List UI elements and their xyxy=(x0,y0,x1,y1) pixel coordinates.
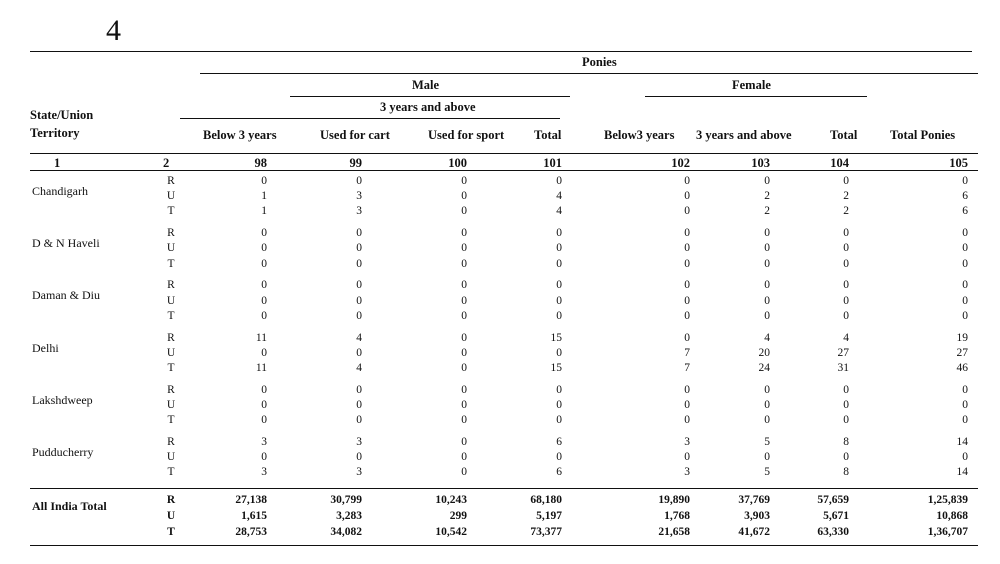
table-cell: 0 xyxy=(962,451,968,464)
table-cell: 0 xyxy=(962,399,968,411)
table-cell: 2 xyxy=(764,190,770,203)
table-cell: 6 xyxy=(556,436,562,448)
male-header: Male xyxy=(412,78,440,92)
table-cell: 5 xyxy=(764,436,770,448)
table-cell: 0 xyxy=(261,414,267,427)
table-cell: 0 xyxy=(261,257,267,270)
table-cell: 0 xyxy=(684,309,690,322)
table-cell: 57,659 xyxy=(817,494,849,506)
table-cell: 0 xyxy=(356,383,362,396)
column-header: Below3 years xyxy=(604,128,675,142)
table-cell: 3,283 xyxy=(336,510,362,522)
table-cell: 0 xyxy=(261,399,267,411)
table-cell: 1,768 xyxy=(664,510,690,522)
table-cell: 19 xyxy=(956,331,968,344)
table-cell: 14 xyxy=(956,436,968,448)
table-cell: 3,903 xyxy=(744,510,770,522)
table-cell: 68,180 xyxy=(530,494,562,506)
table-cell: 0 xyxy=(556,346,562,359)
table-cell: 0 xyxy=(356,346,362,359)
table-cell: 0 xyxy=(356,309,362,322)
table-cell: 0 xyxy=(764,294,770,307)
row-type-label: U xyxy=(166,399,176,411)
table-cell: 0 xyxy=(843,294,849,307)
table-cell: 6 xyxy=(962,190,968,203)
row-type-label: T xyxy=(167,466,175,479)
table-cell: 0 xyxy=(556,175,562,187)
table-cell: 0 xyxy=(556,309,562,322)
table-cell: 0 xyxy=(764,257,770,270)
table-cell: 27,138 xyxy=(235,494,267,506)
table-cell: 0 xyxy=(764,175,770,187)
table-cell: 10,243 xyxy=(435,494,467,506)
table-cell: 0 xyxy=(764,451,770,464)
row-type-label: R xyxy=(167,331,175,344)
table-cell: 0 xyxy=(764,414,770,427)
table-cell: 0 xyxy=(684,294,690,307)
table-cell: 0 xyxy=(556,399,562,411)
row-type-label: R xyxy=(167,227,175,240)
table-cell: 0 xyxy=(684,242,690,255)
table-cell: 0 xyxy=(556,257,562,270)
table-cell: 3 xyxy=(261,436,267,448)
table-cell: 5,671 xyxy=(823,510,849,522)
row-type-label: R xyxy=(167,436,175,448)
column-number: 99 xyxy=(349,156,362,170)
table-cell: 0 xyxy=(843,227,849,240)
male-sub-header: 3 years and above xyxy=(380,100,476,114)
table-cell: 299 xyxy=(449,510,467,522)
table-cell: 0 xyxy=(461,399,467,411)
table-cell: 0 xyxy=(684,205,690,218)
table-cell: 0 xyxy=(356,175,362,187)
page-number: 4 xyxy=(106,14,121,47)
table-cell: 0 xyxy=(843,399,849,411)
row-type-label: T xyxy=(167,362,175,374)
table-cell: 0 xyxy=(461,309,467,322)
table-cell: 0 xyxy=(962,309,968,322)
table-cell: 0 xyxy=(556,294,562,307)
column-header: Total Ponies xyxy=(890,128,956,142)
column-number: 102 xyxy=(671,156,690,170)
state-name: Pudducherry xyxy=(32,445,94,459)
table-cell: 0 xyxy=(684,190,690,203)
row-type-label: R xyxy=(166,494,176,506)
row-type-label: T xyxy=(167,309,175,322)
table-cell: 0 xyxy=(461,346,467,359)
table-cell: 4 xyxy=(843,331,849,344)
table-cell: 0 xyxy=(556,383,562,396)
table-cell: 0 xyxy=(461,190,467,203)
table-cell: 0 xyxy=(461,227,467,240)
state-name: Daman & Diu xyxy=(32,288,100,303)
state-header: State/Union Territory xyxy=(30,108,94,140)
column-header: 3 years and above xyxy=(696,128,792,142)
table-cell: 0 xyxy=(461,242,467,255)
table-cell: 1,25,839 xyxy=(927,494,968,506)
column-number: 101 xyxy=(543,156,562,170)
table-cell: 0 xyxy=(684,383,690,396)
table-cell: 0 xyxy=(843,242,849,255)
table-cell: 0 xyxy=(843,175,849,187)
column-header: Total xyxy=(534,128,562,142)
table-cell: 0 xyxy=(962,383,968,396)
table-cell: 0 xyxy=(556,279,562,292)
table-cell: 7 xyxy=(684,362,690,374)
table-cell: 0 xyxy=(261,383,267,396)
column-header: Below 3 years xyxy=(203,128,277,142)
table-cell: 0 xyxy=(356,242,362,255)
table-cell: 1 xyxy=(261,190,267,203)
table-cell: 0 xyxy=(461,466,467,479)
table-cell: 0 xyxy=(356,279,362,292)
table-cell: 3 xyxy=(356,436,362,448)
table-cell: 24 xyxy=(758,362,770,374)
table-cell: 0 xyxy=(356,257,362,270)
table-cell: 0 xyxy=(764,309,770,322)
table-cell: 8 xyxy=(843,436,849,448)
table-cell: 0 xyxy=(356,451,362,464)
table-cell: 5,197 xyxy=(536,510,562,522)
table-cell: 0 xyxy=(261,279,267,292)
table-cell: 0 xyxy=(962,294,968,307)
table-cell: 4 xyxy=(556,205,562,218)
table-cell: 0 xyxy=(461,294,467,307)
table-cell: 0 xyxy=(764,383,770,396)
column-number: 100 xyxy=(448,156,467,170)
table-cell: 0 xyxy=(556,451,562,464)
table-cell: 2 xyxy=(843,205,849,218)
table-cell: 73,377 xyxy=(530,526,562,538)
table-cell: 3 xyxy=(684,436,690,448)
row-type-label: T xyxy=(167,414,175,427)
column-header: Total xyxy=(830,128,858,142)
row-type-label: U xyxy=(166,242,176,255)
table-cell: 11 xyxy=(255,362,267,374)
table-cell: 15 xyxy=(550,331,562,344)
table-cell: 3 xyxy=(684,466,690,479)
table-cell: 4 xyxy=(556,190,562,203)
table-cell: 2 xyxy=(843,190,849,203)
table-cell: 0 xyxy=(962,175,968,187)
table-cell: 0 xyxy=(356,227,362,240)
table-cell: 0 xyxy=(684,414,690,427)
table-cell: 5 xyxy=(764,466,770,479)
state-name: D & N Haveli xyxy=(32,236,100,251)
table-cell: 0 xyxy=(461,205,467,218)
table-cell: 0 xyxy=(461,257,467,270)
table-cell: 0 xyxy=(962,257,968,270)
table-cell: 8 xyxy=(843,466,849,479)
row-type-label: T xyxy=(167,526,175,538)
table-cell: 0 xyxy=(764,242,770,255)
table-cell: 0 xyxy=(962,414,968,427)
table-cell: 46 xyxy=(956,362,968,374)
table-cell: 0 xyxy=(684,227,690,240)
table-cell: 0 xyxy=(461,383,467,396)
row-type-label: U xyxy=(166,346,176,359)
table-cell: 0 xyxy=(461,279,467,292)
table-cell: 0 xyxy=(684,257,690,270)
table-cell: 10,542 xyxy=(435,526,467,538)
table-cell: 0 xyxy=(764,279,770,292)
table-cell: 3 xyxy=(261,466,267,479)
table-cell: 0 xyxy=(684,451,690,464)
table-cell: 0 xyxy=(261,175,267,187)
table-cell: 0 xyxy=(461,175,467,187)
table-cell: 6 xyxy=(962,205,968,218)
table-cell: 1,615 xyxy=(241,510,267,522)
table-cell: 19,890 xyxy=(658,494,690,506)
table-cell: 0 xyxy=(843,451,849,464)
table-cell: 28,753 xyxy=(235,526,267,538)
table-cell: 0 xyxy=(684,175,690,187)
table-cell: 1,36,707 xyxy=(927,526,968,538)
table-cell: 0 xyxy=(684,279,690,292)
table-cell: 0 xyxy=(843,309,849,322)
table-cell: 2 xyxy=(764,205,770,218)
table-cell: 27 xyxy=(956,346,968,359)
table-cell: 27 xyxy=(837,346,849,359)
column-number: 105 xyxy=(949,156,968,170)
table-cell: 4 xyxy=(764,331,770,344)
table-cell: 0 xyxy=(843,279,849,292)
table-cell: 0 xyxy=(684,331,690,344)
row-type-label: R xyxy=(167,279,175,292)
state-name: Chandigarh xyxy=(32,184,88,198)
column-number: 1 xyxy=(54,156,61,170)
table-cell: 0 xyxy=(461,414,467,427)
table-cell: 7 xyxy=(684,346,690,359)
ponies-header: Ponies xyxy=(582,55,617,69)
table-cell: 0 xyxy=(556,414,562,427)
row-type-label: R xyxy=(167,175,175,187)
table-cell: 0 xyxy=(356,294,362,307)
column-number: 2 xyxy=(163,156,170,170)
table-cell: 10,868 xyxy=(936,510,968,522)
table-cell: 0 xyxy=(764,399,770,411)
table-cell: 0 xyxy=(261,227,267,240)
table-cell: 0 xyxy=(684,399,690,411)
row-type-label: U xyxy=(166,294,176,307)
table-cell: 0 xyxy=(461,362,467,374)
column-number: 98 xyxy=(254,156,267,170)
row-type-label: U xyxy=(166,510,176,522)
table-cell: 15 xyxy=(550,362,562,374)
table-cell: 0 xyxy=(962,242,968,255)
table-cell: 41,672 xyxy=(738,526,770,538)
table-cell: 0 xyxy=(461,436,467,448)
table-cell: 3 xyxy=(356,466,362,479)
female-header: Female xyxy=(732,78,771,92)
table-cell: 6 xyxy=(556,466,562,479)
table-cell: 63,330 xyxy=(817,526,849,538)
table-cell: 21,658 xyxy=(658,526,690,538)
table-cell: 11 xyxy=(255,331,267,344)
row-type-label: U xyxy=(166,190,176,203)
table-cell: 0 xyxy=(962,227,968,240)
row-type-label: T xyxy=(167,205,175,218)
column-header: Used for cart xyxy=(320,128,390,142)
table-cell: 0 xyxy=(261,346,267,359)
table-cell: 4 xyxy=(356,331,362,344)
column-number: 103 xyxy=(751,156,770,170)
state-name: Delhi xyxy=(32,340,59,355)
table-cell: 0 xyxy=(261,242,267,255)
table-cell: 20 xyxy=(758,346,770,359)
table-cell: 0 xyxy=(556,227,562,240)
table-cell: 14 xyxy=(956,466,968,479)
table-cell: 0 xyxy=(261,294,267,307)
table-cell: 0 xyxy=(461,331,467,344)
column-number: 104 xyxy=(830,156,849,170)
table-cell: 0 xyxy=(556,242,562,255)
total-label: All India Total xyxy=(32,499,107,513)
table-cell: 0 xyxy=(356,414,362,427)
table-cell: 30,799 xyxy=(330,494,362,506)
row-type-label: R xyxy=(167,383,175,396)
table-cell: 0 xyxy=(356,399,362,411)
table-cell: 0 xyxy=(764,227,770,240)
table-cell: 0 xyxy=(261,451,267,464)
table-cell: 1 xyxy=(261,205,267,218)
table-cell: 37,769 xyxy=(738,494,770,506)
table-cell: 31 xyxy=(837,362,849,374)
table-cell: 0 xyxy=(261,309,267,322)
table-cell: 3 xyxy=(356,205,362,218)
table-cell: 0 xyxy=(843,414,849,427)
table-cell: 34,082 xyxy=(330,526,362,538)
table-cell: 0 xyxy=(843,383,849,396)
row-type-label: U xyxy=(166,451,176,464)
state-name: Lakshdweep xyxy=(32,392,93,407)
table-cell: 3 xyxy=(356,190,362,203)
table-cell: 4 xyxy=(356,362,362,374)
table-cell: 0 xyxy=(461,451,467,464)
table-cell: 0 xyxy=(962,279,968,292)
column-header: Used for sport xyxy=(428,128,505,142)
table-cell: 0 xyxy=(843,257,849,270)
row-type-label: T xyxy=(167,257,175,270)
